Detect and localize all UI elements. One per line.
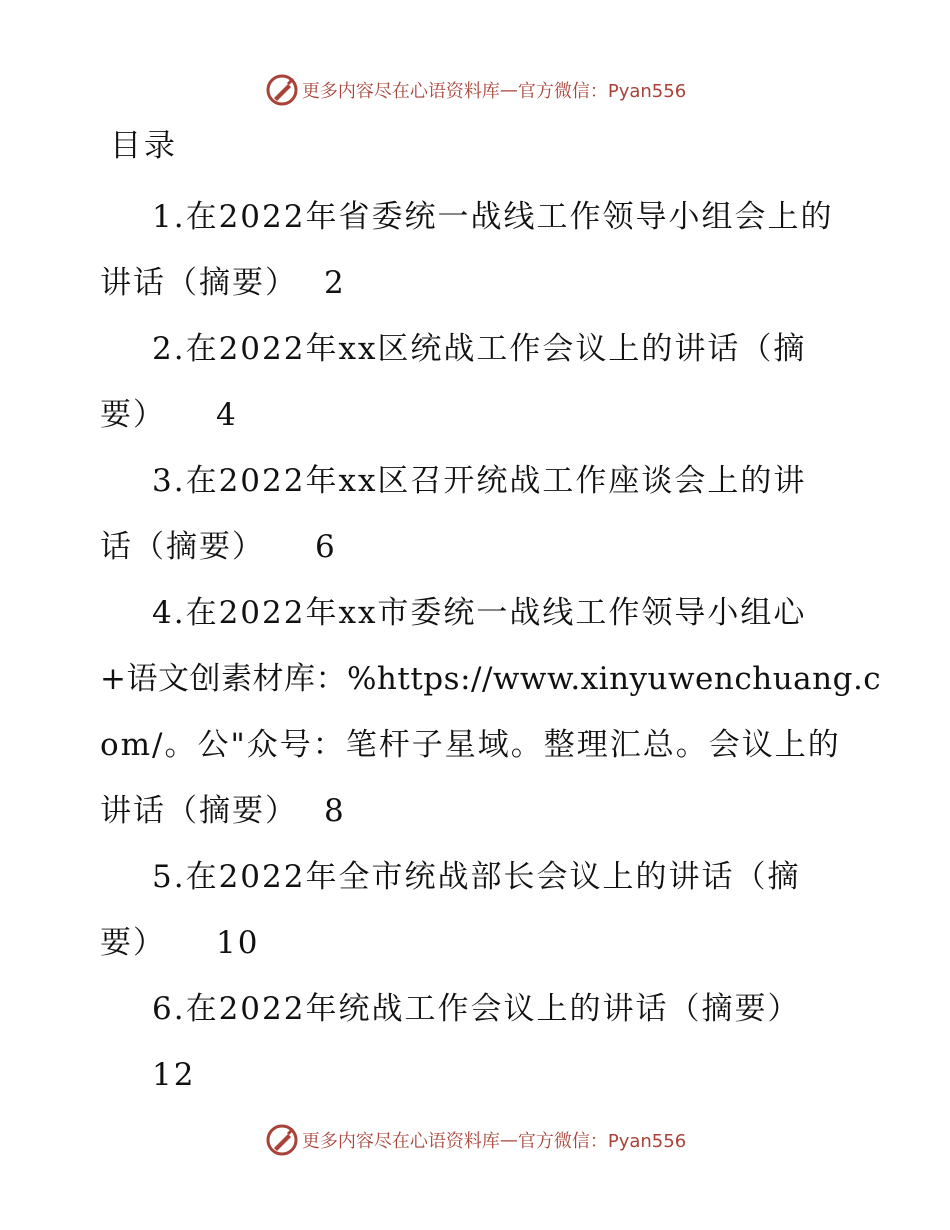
- toc-entry-line: 4.在2022年xx市委统一战线工作领导小组心: [152, 595, 807, 631]
- footer-banner-main: 更多内容尽在心语资料库: [301, 1131, 500, 1152]
- toc-entry-1[interactable]: [100, 184, 860, 316]
- toc-page-number: 12: [152, 1057, 196, 1093]
- toc-entry-line: 2.在2022年xx区统战工作会议上的讲话（摘: [152, 331, 807, 367]
- header-banner-wechat: 官方微信：Pyan556: [517, 81, 687, 102]
- toc-entry-line: 6.在2022年统战工作会议上的讲话（摘要）: [152, 991, 801, 1027]
- toc-entry-3[interactable]: [100, 448, 860, 580]
- toc-entry-6[interactable]: [100, 976, 860, 1108]
- toc-entry-line: 5.在2022年全市统战部长会议上的讲话（摘: [152, 859, 801, 895]
- toc-entry-line-last: 要） 4: [100, 382, 860, 448]
- header-banner-dash: —: [499, 79, 518, 101]
- pen-nib-logo-icon: [264, 72, 300, 108]
- toc-page-number: 8: [324, 793, 346, 829]
- toc-entry-2[interactable]: [100, 316, 860, 448]
- toc-entry-line-last: 话（摘要） 6: [100, 514, 860, 580]
- toc-entry-4[interactable]: [100, 580, 882, 844]
- toc-entry-line: +语文创素材库：%https://www.xinyuwenchuang.c: [100, 661, 882, 697]
- toc-title: 目录: [110, 128, 178, 164]
- header-banner: [0, 70, 950, 110]
- toc-page-number: 10: [216, 925, 260, 961]
- footer-banner-wechat: 官方微信：Pyan556: [517, 1131, 687, 1152]
- toc-page-number: 2: [324, 265, 346, 301]
- toc-page-number: 6: [315, 529, 337, 565]
- toc-entry-line: 1.在2022年省委统一战线工作领导小组会上的: [152, 199, 834, 235]
- toc-entry-line: om/。公"众号：笔杆子星域。整理汇总。会议上的: [100, 727, 841, 763]
- toc-entry-line-last: 讲话（摘要） 2: [100, 250, 860, 316]
- toc-entry-line-last: 讲话（摘要） 8: [100, 778, 860, 844]
- toc-entry-line: 3.在2022年xx区召开统战工作座谈会上的讲: [152, 463, 807, 499]
- footer-banner: [0, 1120, 950, 1160]
- header-banner-main: 更多内容尽在心语资料库: [301, 81, 500, 102]
- toc-content: [100, 118, 882, 1108]
- toc-entry-5[interactable]: [100, 844, 860, 976]
- toc-page-number: 4: [216, 397, 238, 433]
- footer-banner-dash: —: [499, 1129, 518, 1151]
- pen-nib-logo-icon: [264, 1122, 300, 1158]
- toc-entry-line-last: [100, 1042, 860, 1108]
- toc-entry-line-last: 要） 10: [100, 910, 860, 976]
